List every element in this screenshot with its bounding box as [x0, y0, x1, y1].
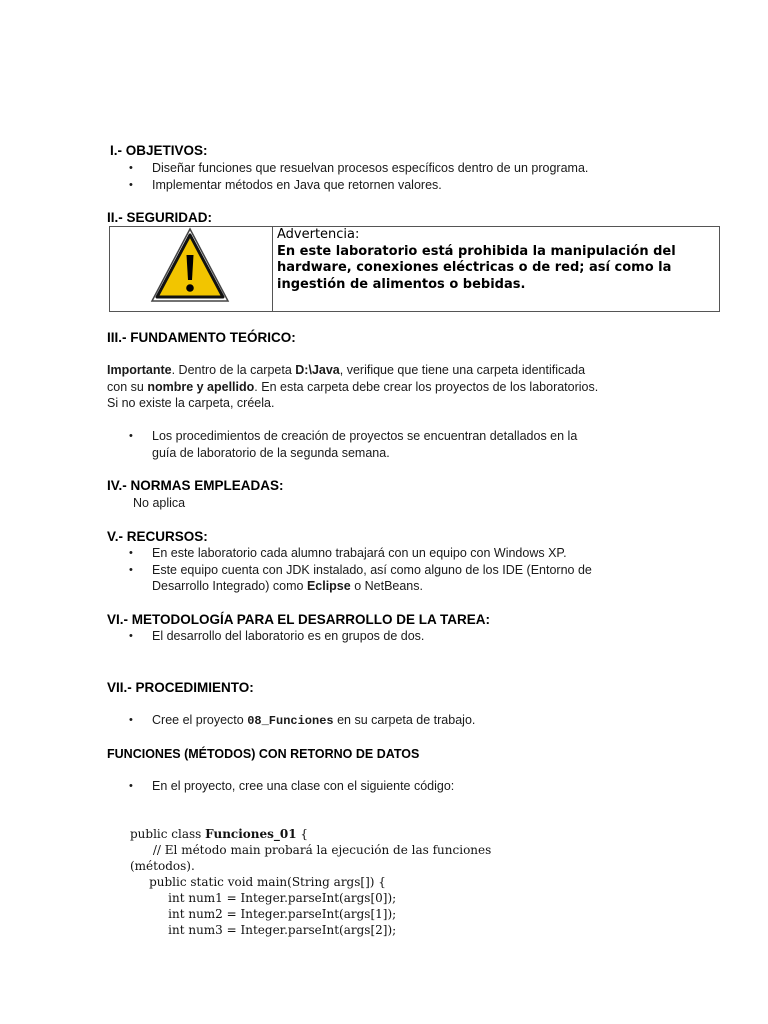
- list-item-text: En este laboratorio cada alumno trabajará con un equipo con Windows XP.: [152, 546, 567, 560]
- bold-text: Eclipse: [306, 579, 351, 593]
- bold-text: nombre y apellido: [147, 379, 255, 394]
- funciones-list: [129, 778, 729, 795]
- section-title-objetivos: I.- OBJETIVOS:: [110, 143, 208, 158]
- list-item-text: en su carpeta de trabajo.: [333, 713, 476, 727]
- warning-line: En este laboratorio está prohibida la manipulación del: [277, 243, 676, 259]
- warning-triangle-icon: [110, 227, 270, 311]
- list-item: • Los procedimientos de creación de proyectos se encuentran detallados en la guía de laboratorio de la segunda semana.: [129, 429, 578, 460]
- section-title-fundamento: III.- FUNDAMENTO TEÓRICO:: [107, 330, 296, 345]
- code-line: int num3 = Integer.parseInt(args[2]);: [130, 923, 397, 937]
- list-item-text: guía de laboratorio de la segunda semana.: [152, 445, 390, 460]
- code-text: {: [296, 827, 309, 841]
- text: . Dentro de la carpeta: [171, 363, 296, 377]
- section-title-procedimiento: VII.- PROCEDIMIENTO:: [107, 680, 254, 695]
- fundamento-list: [129, 428, 729, 461]
- warning-line: hardware, conexiones eléctricas o de red; así como la: [277, 260, 672, 275]
- code-line: int num1 = Integer.parseInt(args[0]);: [130, 891, 397, 905]
- list-item: • Este equipo cuenta con JDK instalado, así como alguno de los IDE (Entorno de Desarrollo Integrado) como Eclipse o NetBeans.: [129, 562, 592, 593]
- section-title-recursos: V.- RECURSOS:: [107, 529, 208, 544]
- text: , verifique que tiene una carpeta identificada: [339, 363, 586, 377]
- warning-title: Advertencia:: [277, 227, 360, 242]
- bold-text: Importante: [107, 363, 172, 377]
- section-title-funciones: FUNCIONES (MÉTODOS) CON RETORNO DE DATOS: [107, 747, 420, 761]
- code-inline: 08_Funciones: [247, 714, 334, 728]
- code-line: (métodos).: [130, 859, 195, 873]
- list-item: • En el proyecto, cree una clase con el siguiente código:: [129, 779, 455, 793]
- list-item-text: Cree el proyecto: [152, 713, 248, 727]
- text: con su: [107, 379, 148, 394]
- list-item: • Diseñar funciones que resuelvan procesos específicos dentro de un programa.: [129, 161, 589, 175]
- list-item: • Cree el proyecto 08_Funciones en su carpeta de trabajo.: [129, 713, 476, 728]
- code-bold: Funciones_01: [205, 827, 297, 841]
- section-title-seguridad: II.- SEGURIDAD:: [107, 210, 213, 225]
- list-item-text: Los procedimientos de creación de proyectos se encuentran detallados en la: [152, 429, 578, 443]
- list-item-text: Diseñar funciones que resuelvan procesos específicos dentro de un programa.: [152, 161, 589, 175]
- list-item-text: o NetBeans.: [350, 579, 423, 593]
- fundamento-paragraph: [107, 362, 707, 412]
- list-item: • El desarrollo del laboratorio es en grupos de dos.: [129, 629, 425, 643]
- code-text: public class: [130, 827, 206, 841]
- warning-box: [109, 226, 720, 312]
- code-line: // El método main probará la ejecución de las funciones: [130, 843, 492, 857]
- list-item-text: En el proyecto, cree una clase con el siguiente código:: [152, 779, 455, 793]
- warning-line: ingestión de alimentos o bebidas.: [277, 276, 526, 292]
- list-item-text: Desarrollo Integrado) como: [152, 579, 307, 593]
- procedimiento-list: [129, 712, 729, 730]
- metodologia-list: [129, 628, 729, 645]
- recursos-list: [129, 545, 749, 595]
- list-item: • En este laboratorio cada alumno trabajará con un equipo con Windows XP.: [129, 546, 567, 560]
- bold-text: D:\Java: [295, 363, 340, 377]
- warning-text: [273, 227, 719, 311]
- paragraph-line: [107, 379, 707, 396]
- paragraph-line: [107, 362, 707, 379]
- section-title-metodologia: VI.- METODOLOGÍA PARA EL DESARROLLO DE LA TAREA:: [107, 612, 491, 627]
- code-line: [130, 826, 491, 842]
- code-block: [130, 810, 491, 954]
- text: . En esta carpeta debe crear los proyectos de los laboratorios.: [254, 379, 599, 394]
- warning-icon-cell: [110, 227, 273, 311]
- objetivos-list: [129, 160, 729, 193]
- list-item-text: Este equipo cuenta con JDK instalado, así como alguno de los IDE (Entorno de: [152, 562, 592, 577]
- section-title-normas: IV.- NORMAS EMPLEADAS:: [107, 478, 284, 493]
- list-item-text: El desarrollo del laboratorio es en grupos de dos.: [152, 629, 425, 643]
- code-line: public static void main(String args[]) {: [130, 875, 386, 889]
- list-item: • Implementar métodos en Java que retornen valores.: [129, 177, 442, 192]
- code-line: int num2 = Integer.parseInt(args[1]);: [130, 907, 397, 921]
- paragraph-line: Si no existe la carpeta, créela.: [107, 396, 275, 410]
- list-item-text: Implementar métodos en Java que retornen valores.: [152, 177, 442, 192]
- normas-text: No aplica: [133, 496, 186, 510]
